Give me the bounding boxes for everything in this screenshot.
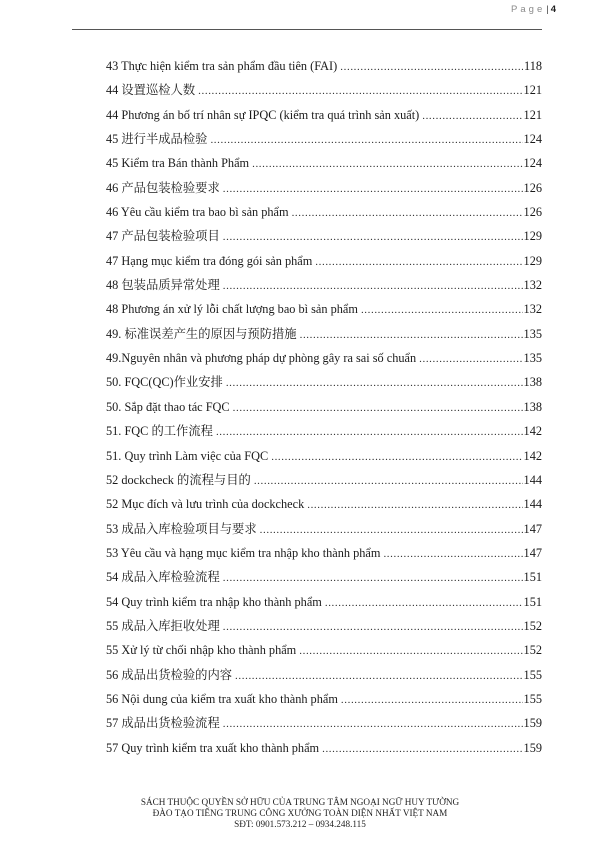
toc-dot-leader <box>210 131 522 145</box>
toc-entry[interactable] <box>106 691 542 715</box>
toc-entry[interactable] <box>106 496 542 520</box>
toc-dot-leader <box>299 642 522 656</box>
toc-entry-title: 53 Yêu cầu và hạng mục kiểm tra nhập kho thành phẩm <box>106 545 381 560</box>
toc-entry[interactable] <box>106 399 542 423</box>
toc-entry-page: 138 <box>523 375 542 390</box>
toc-dot-leader <box>292 204 523 218</box>
toc-entry-page: 132 <box>523 302 542 317</box>
toc-entry[interactable] <box>106 301 542 325</box>
toc-entry-title: 52 Mục đích và lưu trình của dockcheck <box>106 497 305 512</box>
toc-entry-title: 55 成品入库拒收处理 <box>106 618 220 633</box>
toc-entry[interactable] <box>106 180 542 204</box>
toc-entry-title: 56 Nội dung của kiểm tra xuất kho thành phẩm <box>106 691 338 706</box>
toc-dot-leader <box>341 691 523 705</box>
toc-dot-leader <box>325 594 523 608</box>
toc-entry-title: 51. FQC 的工作流程 <box>106 424 213 439</box>
toc-entry[interactable] <box>106 326 542 350</box>
toc-entry-page: 152 <box>523 643 542 658</box>
toc-dot-leader <box>216 423 523 437</box>
toc-entry[interactable] <box>106 374 542 398</box>
toc-dot-leader <box>223 618 523 632</box>
table-of-contents <box>106 58 542 764</box>
toc-entry-title: 47 Hạng mục kiểm tra đóng gói sản phẩm <box>106 253 313 268</box>
page-header <box>511 4 556 15</box>
toc-entry-title: 49. 标准误差产生的原因与预防措施 <box>106 326 297 341</box>
toc-entry-title: 46 产品包装检验要求 <box>106 180 220 195</box>
toc-entry-page: 121 <box>523 107 542 122</box>
toc-entry[interactable] <box>106 715 542 739</box>
toc-entry-page: 159 <box>523 716 542 731</box>
toc-entry-page: 121 <box>523 83 542 98</box>
toc-entry-page: 147 <box>523 545 542 560</box>
toc-entry[interactable] <box>106 204 542 228</box>
toc-dot-leader <box>233 399 523 413</box>
toc-dot-leader <box>307 496 522 510</box>
toc-entry-title: 54 成品入库检验流程 <box>106 570 220 585</box>
toc-entry-page: 124 <box>523 132 542 147</box>
toc-dot-leader <box>340 58 523 72</box>
toc-entry-title: 50. Sắp đặt thao tác FQC <box>106 399 230 414</box>
toc-dot-leader <box>361 301 523 315</box>
toc-dot-leader <box>419 350 522 364</box>
toc-entry[interactable] <box>106 253 542 277</box>
toc-entry-title: 56 成品出货检验的内容 <box>106 667 233 682</box>
toc-entry[interactable] <box>106 58 542 82</box>
toc-entry-page: 151 <box>523 570 542 585</box>
toc-entry-page: 159 <box>523 740 542 755</box>
page-number: 4 <box>550 4 556 15</box>
toc-entry[interactable] <box>106 155 542 179</box>
toc-dot-leader <box>235 667 523 681</box>
toc-entry[interactable] <box>106 667 542 691</box>
toc-dot-leader <box>226 374 523 388</box>
toc-entry[interactable] <box>106 594 542 618</box>
toc-entry[interactable] <box>106 618 542 642</box>
toc-entry-page: 151 <box>523 594 542 609</box>
toc-entry-title: 48 Phương án xử lý lỗi chất lượng bao bì sản phẩm <box>106 302 358 317</box>
toc-entry-title: 43 Thực hiện kiểm tra sản phẩm đầu tiên (FAI) <box>106 59 338 73</box>
toc-entry[interactable] <box>106 521 542 545</box>
toc-dot-leader <box>223 715 523 729</box>
toc-dot-leader <box>300 326 523 340</box>
toc-dot-leader <box>322 740 522 754</box>
toc-entry-title: 48 包装品质异常处理 <box>106 278 220 293</box>
footer-line-1: SÁCH THUỘC QUYỀN SỞ HỮU CỦA TRUNG TÂM NGOẠI NGỮ HUY TƯỜNG <box>140 797 460 807</box>
toc-entry[interactable] <box>106 277 542 301</box>
toc-entry[interactable] <box>106 228 542 252</box>
toc-entry-title: 57 Quy trình kiểm tra xuất kho thành phẩm <box>106 740 320 755</box>
footer-line-2: ĐÀO TẠO TIẾNG TRUNG CÔNG XƯỞNG TOÀN DIỆN NHẤT VIỆT NAM <box>152 808 448 818</box>
toc-entry-page: 152 <box>523 618 542 633</box>
toc-dot-leader <box>223 569 523 583</box>
toc-entry-page: 124 <box>523 156 542 171</box>
toc-dot-leader <box>260 521 523 535</box>
toc-entry[interactable] <box>106 569 542 593</box>
toc-entry-page: 144 <box>523 472 542 487</box>
toc-entry[interactable] <box>106 131 542 155</box>
toc-entry-page: 147 <box>523 521 542 536</box>
toc-dot-leader <box>383 545 522 559</box>
toc-entry-title: 53 成品入库检验项目与要求 <box>106 521 257 536</box>
header-rule <box>72 29 542 30</box>
toc-dot-leader <box>315 253 522 267</box>
toc-entry-page: 126 <box>523 205 542 220</box>
toc-entry-page: 155 <box>523 691 542 706</box>
toc-dot-leader <box>223 277 523 291</box>
toc-dot-leader <box>271 448 522 462</box>
toc-entry-title: 50. FQC(QC)作业安排 <box>106 375 223 390</box>
toc-entry-title: 51. Quy trình Làm việc của FQC <box>106 448 269 463</box>
toc-entry[interactable] <box>106 448 542 472</box>
toc-entry-title: 54 Quy trình kiểm tra nhập kho thành phẩm <box>106 594 322 609</box>
toc-entry-page: 144 <box>523 497 542 512</box>
toc-entry-page: 129 <box>523 229 542 244</box>
toc-entry-page: 155 <box>523 667 542 682</box>
toc-entry[interactable] <box>106 740 542 764</box>
toc-entry-title: 45 Kiểm tra Bán thành Phẩm <box>106 156 250 171</box>
footer-line-3: SĐT: 0901.573.212 – 0934.248.115 <box>234 819 366 829</box>
toc-entry[interactable] <box>106 350 542 374</box>
toc-entry-page: 138 <box>523 399 542 414</box>
toc-entry-title: 44 设置巡检人数 <box>106 83 196 98</box>
toc-entry-page: 126 <box>523 180 542 195</box>
toc-entry-page: 118 <box>524 59 542 73</box>
toc-entry-page: 129 <box>523 253 542 268</box>
toc-entry-page: 132 <box>523 278 542 293</box>
toc-entry[interactable] <box>106 82 542 106</box>
toc-entry-page: 135 <box>523 326 542 341</box>
toc-entry-title: 45 进行半成品检验 <box>106 132 208 147</box>
toc-entry-page: 142 <box>523 448 542 463</box>
toc-entry-page: 142 <box>523 424 542 439</box>
page-separator: | <box>546 4 549 15</box>
toc-entry[interactable] <box>106 545 542 569</box>
toc-entry-title: 57 成品出货检验流程 <box>106 716 220 731</box>
toc-entry-title: 44 Phương án bố trí nhân sự IPQC (kiểm tra quá trình sản xuất) <box>106 107 420 122</box>
toc-entry[interactable] <box>106 423 542 447</box>
toc-entry[interactable] <box>106 107 542 131</box>
toc-dot-leader <box>252 155 522 169</box>
toc-entry-title: 52 dockcheck 的流程与目的 <box>106 472 251 487</box>
toc-dot-leader <box>254 472 523 486</box>
toc-entry-title: 47 产品包装检验项目 <box>106 229 220 244</box>
toc-entry-title: 55 Xử lý từ chối nhập kho thành phẩm <box>106 643 297 658</box>
toc-entry[interactable] <box>106 472 542 496</box>
toc-dot-leader <box>198 82 522 96</box>
toc-entry-title: 46 Yêu cầu kiểm tra bao bì sản phẩm <box>106 205 289 220</box>
toc-dot-leader <box>422 107 522 121</box>
toc-entry-title: 49.Nguyên nhân và phương pháp dự phòng gây ra sai số chuẩn <box>106 351 417 366</box>
toc-entry-page: 135 <box>523 351 542 366</box>
page-label: Page <box>511 4 546 15</box>
footer <box>0 797 600 830</box>
toc-entry[interactable] <box>106 642 542 666</box>
toc-dot-leader <box>223 228 523 242</box>
toc-dot-leader <box>223 180 523 194</box>
